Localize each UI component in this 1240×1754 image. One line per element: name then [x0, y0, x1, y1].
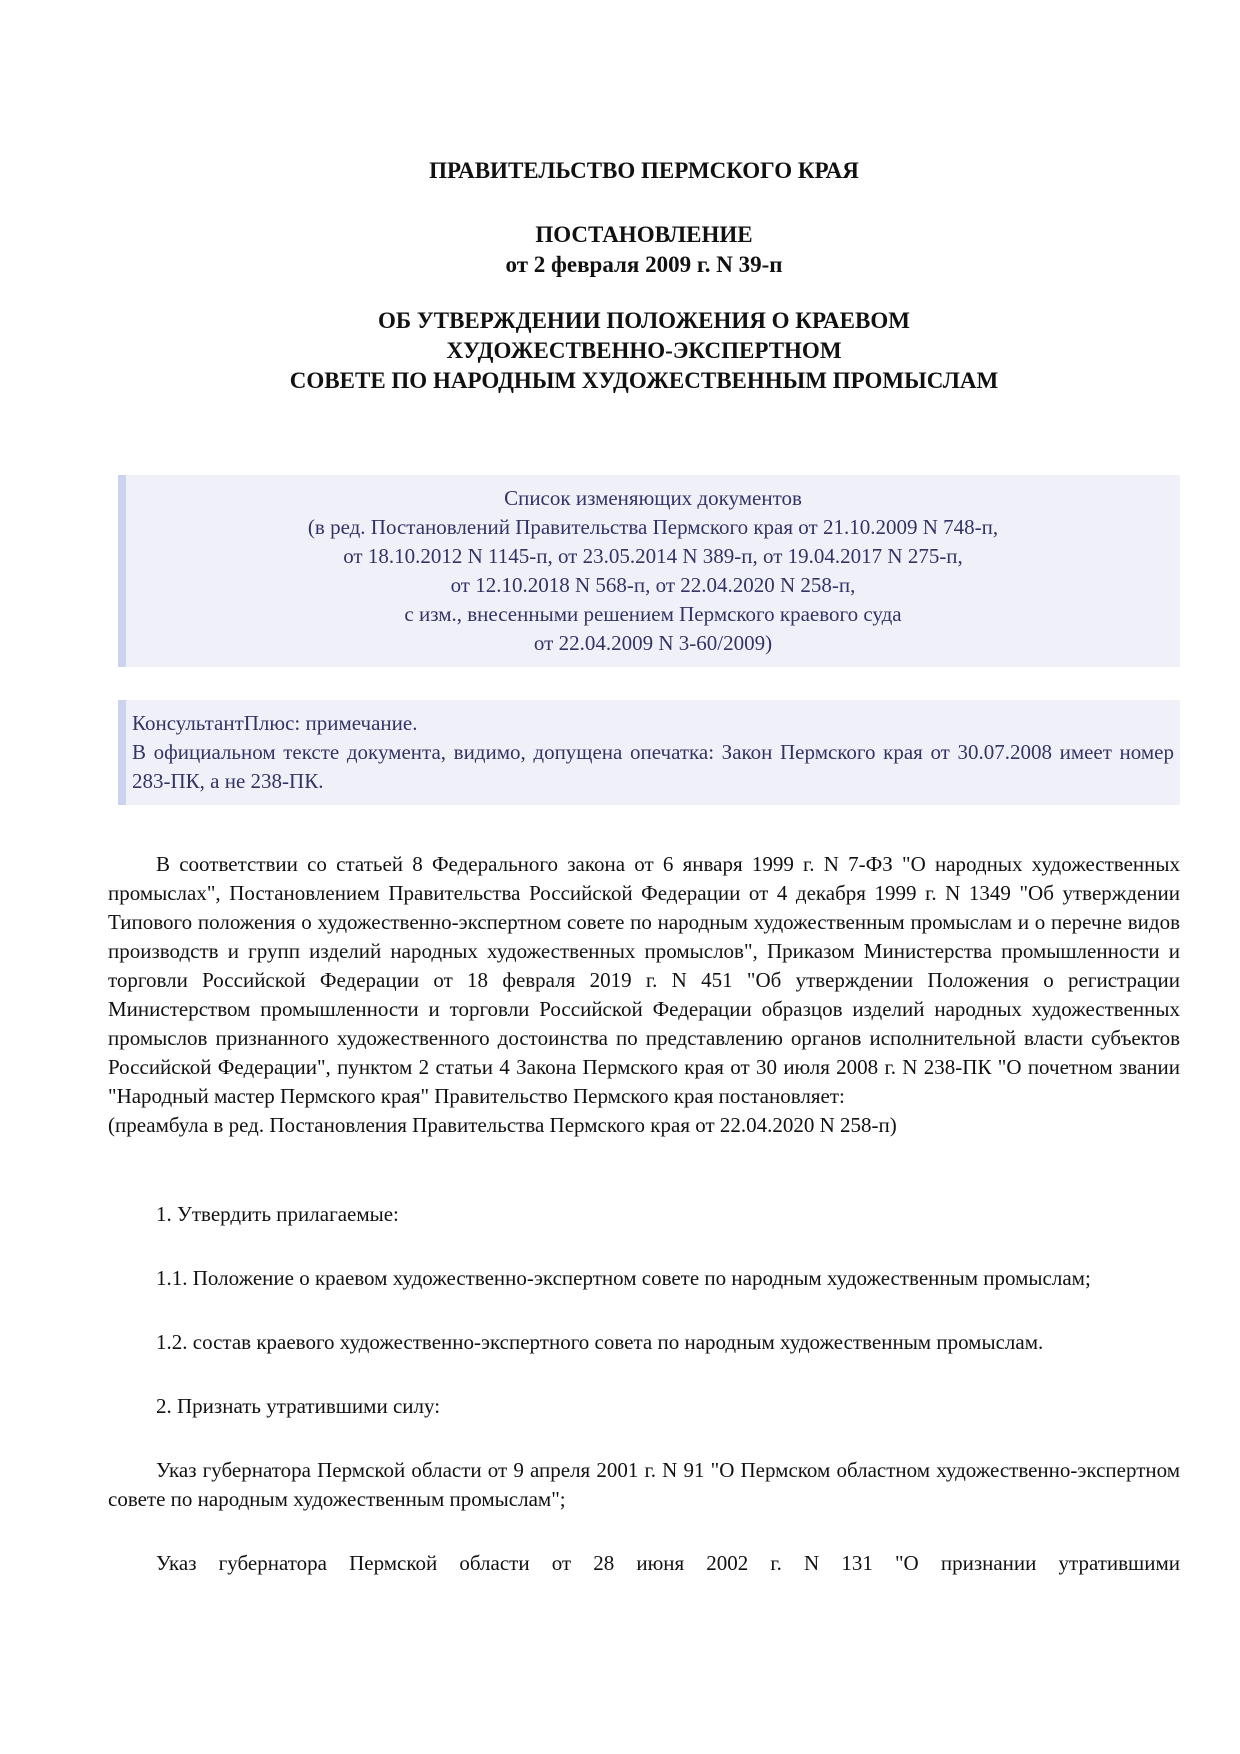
amendments-box-line: с изм., внесенными решением Пермского краевого суда — [404, 602, 902, 626]
doc-type-block — [108, 220, 1180, 280]
amendments-box-line: (в ред. Постановлений Правительства Пермского края от 21.10.2009 N 748-п, — [307, 515, 999, 539]
preamble-edit-note: (преамбула в ред. Постановления Правительства Пермского края от 22.04.2020 N 258-п) — [108, 1113, 897, 1137]
amendments-box-line: от 22.04.2009 N 3-60/2009) — [533, 631, 773, 655]
amendments-box — [118, 475, 1180, 667]
amendments-box-line: от 18.10.2012 N 1145-п, от 23.05.2014 N 389-п, от 19.04.2017 N 275-п, — [343, 544, 963, 568]
doc-type: ПОСТАНОВЛЕНИЕ — [535, 222, 753, 247]
amendments-box-line: от 12.10.2018 N 568-п, от 22.04.2020 N 258-п, — [450, 573, 856, 597]
doc-title-line: ОБ УТВЕРЖДЕНИИ ПОЛОЖЕНИЯ О КРАЕВОМ — [378, 308, 910, 333]
item-2-paragraph: 2. Признать утратившими силу: — [156, 1394, 441, 1418]
amendments-box-line: Список изменяющих документов — [504, 486, 802, 510]
doc-date-number: от 2 февраля 2009 г. N 39-п — [505, 252, 783, 277]
decree-91-paragraph: Указ губернатора Пермской области от 9 апреля 2001 г. N 91 "О Пермском областном художественно-экспертном совете по народным художественным промыслам"; — [108, 1458, 1180, 1511]
consultant-note-box — [118, 700, 1180, 805]
consultant-note-title: КонсультантПлюс: примечание. — [132, 711, 418, 735]
item-1-paragraph: 1. Утвердить прилагаемые: — [156, 1202, 399, 1226]
doc-title-line: ХУДОЖЕСТВЕННО-ЭКСПЕРТНОМ — [446, 338, 842, 363]
preamble-paragraph: В соответствии со статьей 8 Федерального закона от 6 января 1999 г. N 7-ФЗ "О народных художественных промыслах", Постановлением Правительства Российской Федерации от 4 декабря 1999 г. N 1349 "Об утверждении Типового положения о художественно-экспертном совете по народным художественным промыслам и о перечне видов производств и групп изделий народных художественных промыслов", Приказом Министерства промышленности и торговли Российской Федерации от 18 февраля 2019 г. N 451 "Об утверждении Положения о регистрации Министерством промышленности и торговли Российской Федерации образцов изделий народных художественных промыслов признанного художественного достоинства по представлению органов исполнительной власти субъектов Российской Федерации", пунктом 2 статьи 4 Закона Пермского края от 30 июля 2008 г. N 238-ПК "О почетном звании "Народный мастер Пермского края" Правительство Пермского края постановляет: — [108, 852, 1180, 1108]
doc-title — [108, 306, 1180, 396]
decree-131-paragraph: Указ губернатора Пермской области от 28 июня 2002 г. N 131 "О признании утратившими — [156, 1551, 1180, 1575]
consultant-note-text: В официальном тексте документа, видимо, допущена опечатка: Закон Пермского края от 30.07.2008 имеет номер 283-ПК, а не 238-ПК. — [132, 740, 1174, 793]
item-1-1-paragraph: 1.1. Положение о краевом художественно-экспертном совете по народным художественным промыслам; — [156, 1266, 1091, 1290]
item-1-2-paragraph: 1.2. состав краевого художественно-экспертного совета по народным художественным промыслам. — [156, 1330, 1044, 1354]
org-name: ПРАВИТЕЛЬСТВО ПЕРМСКОГО КРАЯ — [429, 158, 859, 183]
doc-title-line: СОВЕТЕ ПО НАРОДНЫМ ХУДОЖЕСТВЕННЫМ ПРОМЫСЛАМ — [289, 368, 999, 393]
document-content — [108, 156, 1180, 1578]
